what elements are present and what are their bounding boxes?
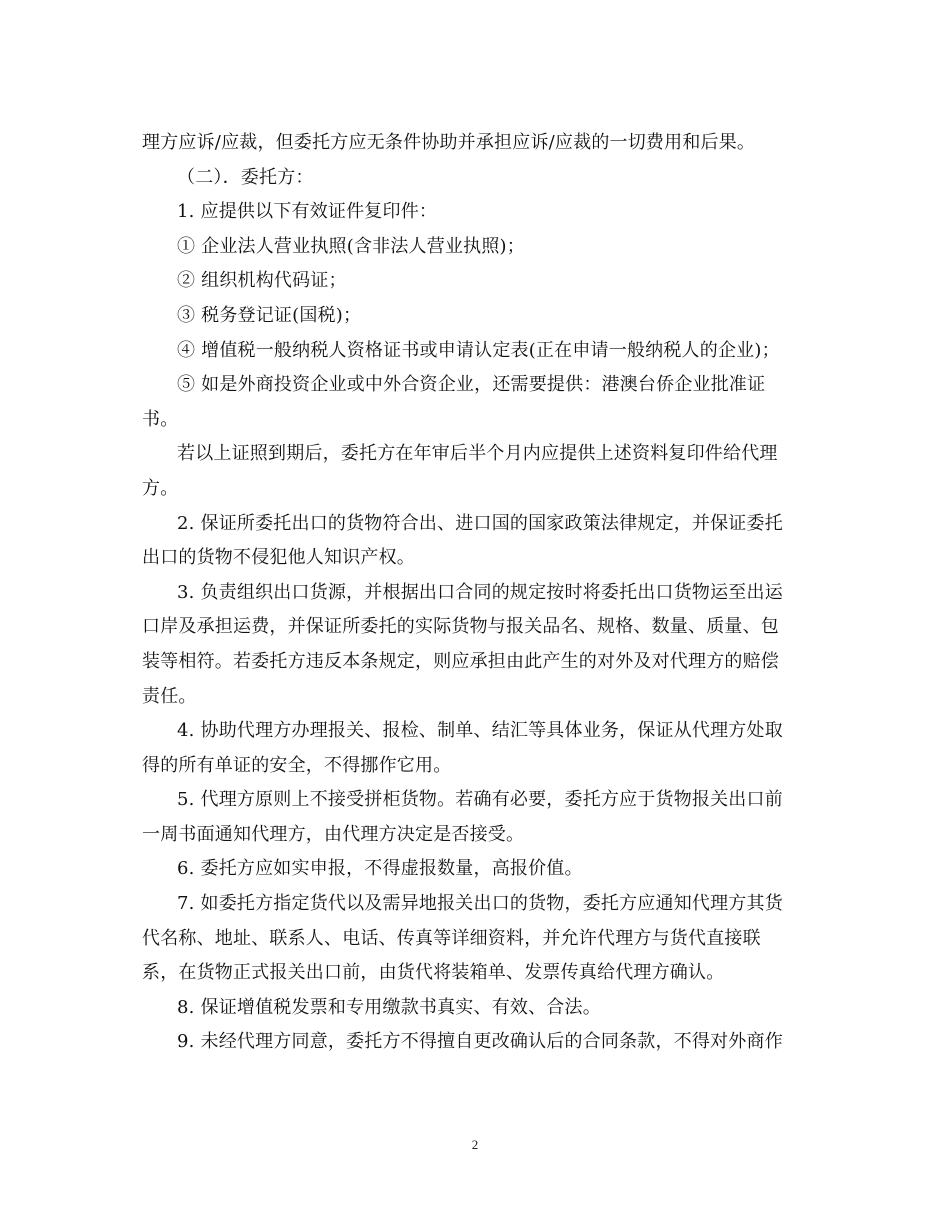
text-line: 理方应诉/应裁，但委托方应无条件协助并承担应诉/应裁的一切费用和后果。 <box>142 132 756 153</box>
text-line: 9. 未经代理方同意，委托方不得擅自更改确认后的合同条款，不得对外商作 <box>177 1031 783 1053</box>
text-line: 4. 协助代理方办理报关、报检、制单、结汇等具体业务，保证从代理方处取 <box>177 720 783 742</box>
text-line: ① 企业法人营业执照(含非法人营业执照)； <box>177 235 525 257</box>
text-line: 装等相符。若委托方违反本条规定，则应承担由此产生的对外及对代理方的赔偿 <box>142 650 779 672</box>
text-line: 8. 保证增值税发票和专用缴款书真实、有效、合法。 <box>177 996 601 1018</box>
text-line: 一周书面通知代理方，由代理方决定是否接受。 <box>142 823 525 845</box>
text-line: 责任。 <box>142 685 197 707</box>
text-line: 代名称、地址、联系人、电话、传真等详细资料，并允许代理方与货代直接联 <box>142 927 761 949</box>
text-line: 6. 委托方应如实申报，不得虚报数量，高报价值。 <box>177 858 583 880</box>
text-line: ⑤ 如是外商投资企业或中外合资企业，还需要提供：港澳台侨企业批准证 <box>177 374 766 396</box>
text-line: 3. 负责组织出口货源，并根据出口合同的规定按时将委托出口货物运至出运 <box>177 581 783 603</box>
text-line: （二）．委托方： <box>177 166 314 188</box>
text-line: 书。 <box>142 408 179 430</box>
text-line: 方。 <box>142 477 179 499</box>
text-line: 口岸及承担运费，并保证所委托的实际货物与报关品名、规格、数量、质量、包 <box>142 616 779 638</box>
document-body <box>142 126 810 1060</box>
text-line: 2. 保证所委托出口的货物符合出、进口国的国家政策法律规定，并保证委托 <box>177 512 783 534</box>
text-line: 若以上证照到期后，委托方在年审后半个月内应提供上述资料复印件给代理 <box>177 443 778 465</box>
text-line: 5. 代理方原则上不接受拼柜货物。若确有必要，委托方应于货物报关出口前 <box>177 789 783 811</box>
text-line: ③ 税务登记证(国税)； <box>177 304 362 326</box>
text-line: 系，在货物正式报关出口前，由货代将装箱单、发票传真给代理方确认。 <box>142 962 725 984</box>
text-line: 出口的货物不侵犯他人知识产权。 <box>142 547 415 569</box>
text-line: 得的所有单证的安全，不得挪作它用。 <box>142 754 452 776</box>
text-line: ② 组织机构代码证； <box>177 270 347 292</box>
text-line: 7. 如委托方指定货代以及需异地报关出口的货物，委托方应通知代理方其货 <box>177 893 783 915</box>
text-line: 1. 应提供以下有效证件复印件： <box>177 201 438 223</box>
page-number: 2 <box>471 1137 479 1152</box>
text-line: ④ 增值税一般纳税人资格证书或申请认定表(正在申请一般纳税人的企业)； <box>177 339 780 361</box>
